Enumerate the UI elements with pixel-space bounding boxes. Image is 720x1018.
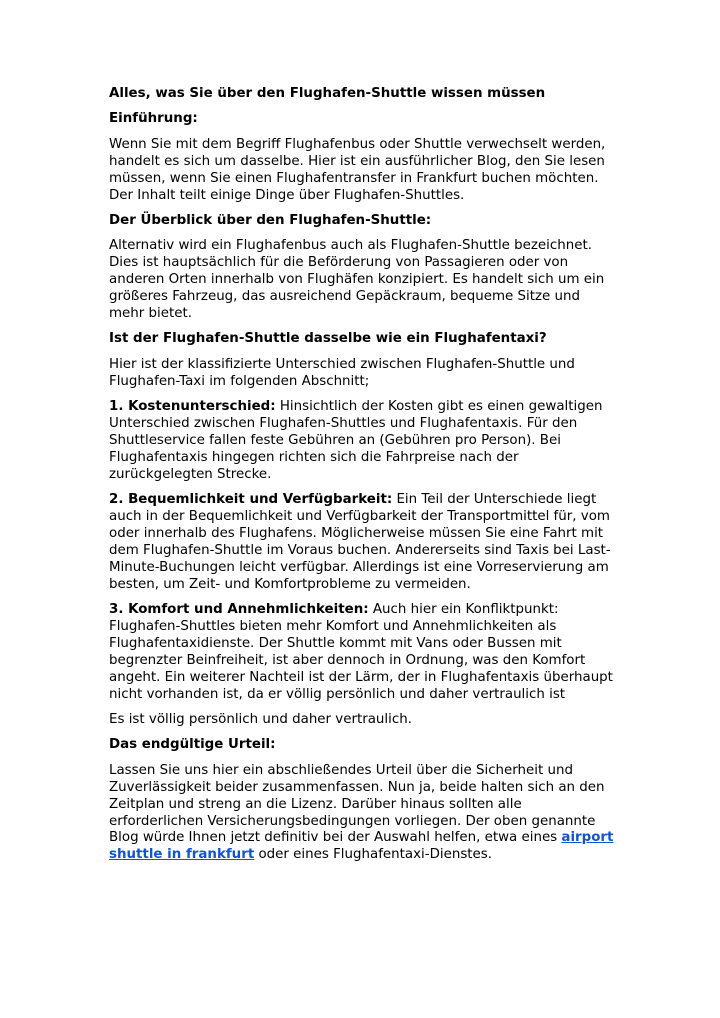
article-title: Alles, was Sie über den Flughafen-Shuttle wissen müssen bbox=[109, 86, 546, 101]
point-comfort-label: 3. Komfort und Annehmlichkeiten: bbox=[109, 602, 369, 618]
point-comfort bbox=[109, 602, 614, 703]
point-cost bbox=[109, 399, 614, 484]
overview-paragraph: Alternativ wird ein Flughafenbus auch als Flughafen-Shuttle bezeichnet. Dies ist hauptsächlich für die Beförderung von Passagieren oder von anderen Orten innerhalb von Flughäfen konzipiert. Es handelt sich um ein größeres Fahrzeug, das ausreichend Gepäckraum, bequeme Sitze und mehr bietet. bbox=[109, 238, 605, 321]
overview-heading: Der Überblick über den Flughafen-Shuttle: bbox=[109, 212, 432, 228]
comparison-trailing-paragraph: Es ist völlig persönlich und daher vertraulich. bbox=[109, 712, 412, 727]
point-cost-text: Hinsichtlich der Kosten gibt es einen gewaltigen Unterschied zwischen Flughafen-Shuttles und Flughafentaxis. Für den Shuttleservice fallen feste Gebühren an (Gebühren pro Person). Bei Flughafentaxis hingegen richten sich die Fahrpreise nach der zurückgelegten Strecke. bbox=[109, 399, 603, 482]
verdict-text-after: oder eines Flughafentaxi-Dienstes. bbox=[254, 847, 493, 863]
verdict-text-before: Lassen Sie uns hier ein abschließendes Urteil über die Sicherheit und Zuverlässigkeit beider zusammenfassen. Nun ja, beide halten sich an den Zeitplan und streng an die Lizenz. Darüber hinaus sollten alle erforderlichen Versicherungsbedingungen vorliegen. Der oben genannte Blog würde Ihnen jetzt definitiv bei der Auswahl helfen, etwa eines bbox=[109, 762, 605, 846]
verdict-heading: Das endgültige Urteil: bbox=[109, 737, 276, 753]
verdict-paragraph bbox=[109, 763, 614, 864]
point-convenience bbox=[109, 492, 614, 593]
comparison-paragraph: Hier ist der klassifizierte Unterschied zwischen Flughafen-Shuttle und Flughafen-Taxi im folgenden Abschnitt; bbox=[109, 356, 575, 389]
point-cost-label: 1. Kostenunterschied: bbox=[109, 399, 276, 415]
article-body bbox=[109, 86, 614, 873]
airport-shuttle-link[interactable]: airport shuttle in frankfurt bbox=[109, 830, 614, 863]
intro-heading: Einführung: bbox=[109, 111, 198, 127]
point-convenience-text: Ein Teil der Unterschiede liegt auch in der Bequemlichkeit und Verfügbarkeit der Transportmittel für, vom oder innerhalb des Flughafens. Möglicherweise müssen Sie eine Fahrt mit dem Flughafen-Shuttle im Voraus buchen. Andererseits sind Taxis bei Last-Minute-Buchungen leicht verfügbar. Allerdings ist eine Vorreservierung am besten, um Zeit- und Komfortprobleme zu vermeiden. bbox=[109, 492, 611, 592]
intro-paragraph: Wenn Sie mit dem Begriff Flughafenbus oder Shuttle verwechselt werden, handelt es sich um dasselbe. Hier ist ein ausführlicher Blog, den Sie lesen müssen, wenn Sie einen Flughafentransfer in Frankfurt buchen möchten. Der Inhalt teilt einige Dinge über Flughafen-Shuttles. bbox=[109, 136, 606, 203]
point-convenience-label: 2. Bequemlichkeit und Verfügbarkeit: bbox=[109, 492, 393, 508]
point-comfort-text: Auch hier ein Konfliktpunkt: Flughafen-Shuttles bieten mehr Komfort und Annehmlichkeiten als Flughafentaxidienste. Der Shuttle kommt mit Vans oder Bussen mit begrenzter Beinfreiheit, ist aber dennoch in Ordnung, was den Komfort angeht. Ein weiterer Nachteil ist der Lärm, der in Flughafentaxis überhaupt nicht vorhanden ist, da er völlig persönlich und daher vertraulich ist bbox=[109, 602, 613, 702]
comparison-heading: Ist der Flughafen-Shuttle dasselbe wie ein Flughafentaxi? bbox=[109, 331, 547, 347]
